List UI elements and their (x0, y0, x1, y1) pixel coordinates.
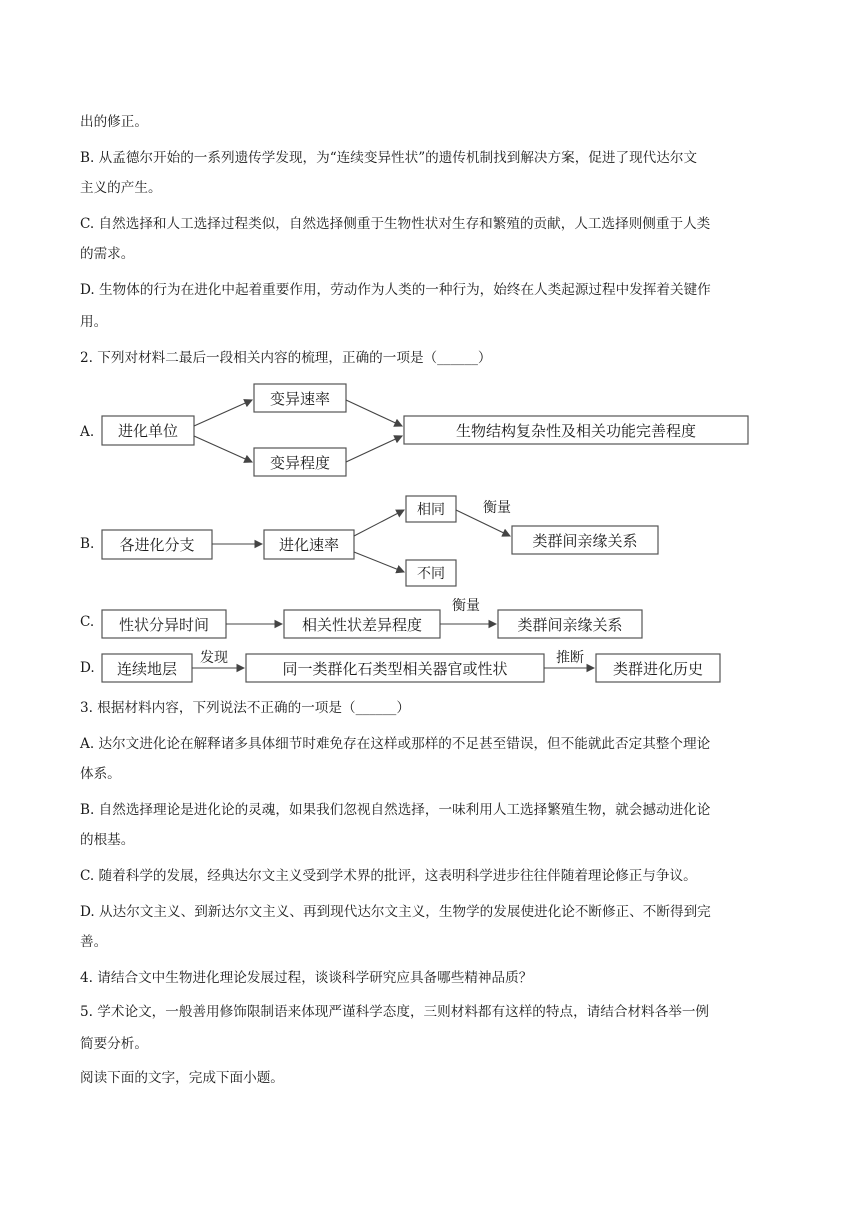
q3-option-a-line-2: 体系。 (80, 766, 121, 782)
box-variation-rate (254, 384, 346, 412)
box-variation-degree (254, 448, 346, 476)
diagram-a (0, 380, 860, 480)
box-evolution-unit (102, 416, 194, 445)
box-same (406, 496, 456, 522)
arrow-unit-to-degree (194, 436, 252, 462)
label-discover: 发现 (200, 650, 228, 666)
q3-option-d-line-2: 善。 (80, 934, 108, 950)
box-relation (512, 526, 658, 554)
box-divergence-time (102, 610, 226, 638)
svg-text:类群间亲缘关系: 类群间亲缘关系 (532, 532, 638, 550)
q3-option-a-line-1: A. 达尔文进化论在解释诸多具体细节时难免存在这样或那样的不足甚至错误，但不能就此否定其整个理论 (80, 736, 711, 752)
q3-option-d-line-1: D. 从达尔文主义、到新达尔文主义、再到现代达尔文主义，生物学的发展使进化论不断修正、不断得到完 (80, 904, 711, 920)
diagram-d (0, 642, 860, 692)
svg-text:相关性状差异程度: 相关性状差异程度 (301, 616, 423, 634)
box-different (406, 560, 456, 586)
option-d-line-2: 用。 (80, 314, 108, 330)
diagram-c (0, 596, 860, 646)
svg-text:类群进化历史: 类群进化历史 (612, 660, 704, 678)
box-history (596, 654, 720, 682)
q3-option-b-line-2: 的根基。 (80, 832, 135, 848)
q3-option-c: C. 随着科学的发展，经典达尔文主义受到学术界的批评，这表明科学进步往往伴随着理论修正与争议。 (80, 868, 697, 884)
svg-text:变异程度: 变异程度 (269, 454, 331, 472)
box-relation-c (498, 610, 642, 638)
box-fossils (246, 654, 544, 682)
diagram-a-letter: A. (80, 424, 95, 440)
question-5-line-1: 5. 学术论文，一般善用修饰限制语来体现严谨科学态度，三则材料都有这样的特点，请结合材料各举一例 (80, 1004, 710, 1020)
svg-text:性状分异时间: 性状分异时间 (118, 616, 210, 634)
question-4: 4. 请结合文中生物进化理论发展过程，谈谈科学研究应具备哪些精神品质？ (80, 970, 533, 986)
label-measure-c: 衡量 (452, 598, 480, 614)
option-b-line-1: B. 从孟德尔开始的一系列遗传学发现，为“连续变异性状”的遗传机制找到解决方案，促进了现代达尔文 (80, 150, 698, 166)
svg-text:相同: 相同 (417, 502, 445, 518)
svg-text:类群间亲缘关系: 类群间亲缘关系 (517, 616, 623, 634)
option-c-line-2: 的需求。 (80, 246, 135, 262)
svg-text:进化速率: 进化速率 (278, 536, 340, 554)
diagram-b (0, 490, 860, 590)
reading-instruction: 阅读下面的文字，完成下面小题。 (80, 1070, 284, 1086)
question-3: 3. 根据材料内容，下列说法不正确的一项是（______） (80, 700, 410, 716)
option-b-line-2: 主义的产生。 (80, 180, 162, 196)
text-line: 出的修正。 (80, 114, 148, 130)
svg-text:连续地层: 连续地层 (116, 660, 178, 678)
question-5-line-2: 简要分析。 (80, 1036, 148, 1052)
diagram-c-letter: C. (80, 614, 95, 630)
label-measure: 衡量 (483, 500, 511, 516)
question-2: 2. 下列对材料二最后一段相关内容的梳理，正确的一项是（______） (80, 350, 492, 366)
diagram-b-letter: B. (80, 536, 95, 552)
diagram-d-letter: D. (80, 660, 95, 676)
option-c-line-1: C. 自然选择和人工选择过程类似，自然选择侧重于生物性状对生存和繁殖的贡献，人工选择则侧重于人类 (80, 216, 711, 232)
q3-option-b-line-1: B. 自然选择理论是进化论的灵魂，如果我们忽视自然选择，一味利用人工选择繁殖生物，就会撼动进化论 (80, 802, 711, 818)
box-evolution-rate (264, 530, 354, 559)
label-infer: 推断 (556, 650, 584, 666)
option-d-line-1: D. 生物体的行为在进化中起着重要作用，劳动作为人类的一种行为，始终在人类起源过程中发挥着关键作 (80, 282, 711, 298)
arrow-unit-to-rate (194, 400, 252, 426)
svg-text:不同: 不同 (417, 566, 445, 582)
box-complexity (404, 416, 748, 444)
svg-text:各进化分支: 各进化分支 (119, 536, 195, 554)
svg-text:同一类群化石类型相关器官或性状: 同一类群化石类型相关器官或性状 (282, 660, 508, 678)
box-strata (102, 654, 192, 682)
svg-text:生物结构复杂性及相关功能完善程度: 生物结构复杂性及相关功能完善程度 (455, 422, 697, 440)
arrow-rate-to-complexity (346, 400, 402, 426)
arrow-degree-to-complexity (346, 436, 402, 462)
arrow-rate-to-different (354, 552, 404, 572)
box-branches (102, 530, 212, 559)
arrow-rate-to-same (354, 510, 404, 536)
svg-text:变异速率: 变异速率 (269, 390, 331, 408)
box-trait-difference (284, 610, 440, 638)
svg-text:进化单位: 进化单位 (117, 422, 179, 440)
